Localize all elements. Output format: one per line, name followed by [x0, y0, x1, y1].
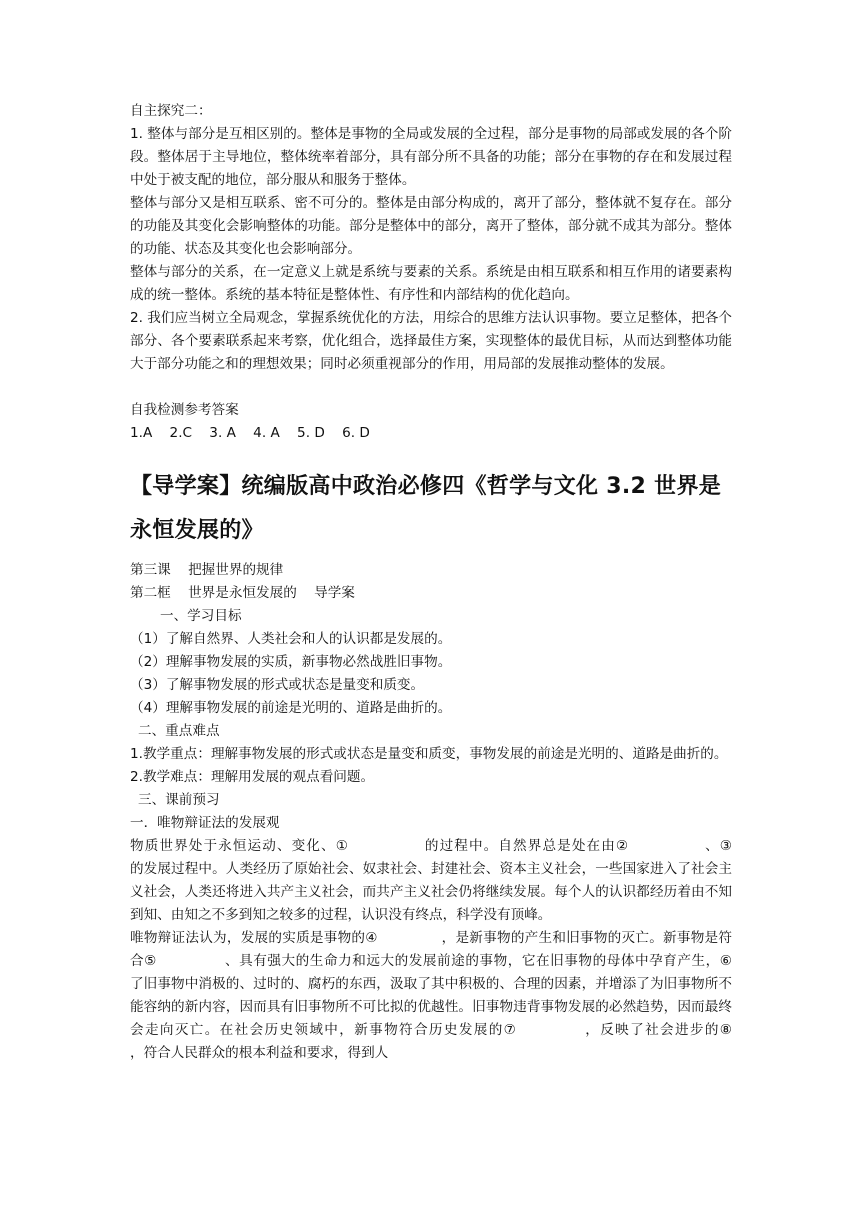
- sub-heading: 一．唯物辩证法的发展观: [130, 815, 280, 831]
- paragraph: 整体与部分又是相互联系、密不可分的。整体是由部分构成的，离开了部分，整体就不复存在。部分的功能及其变化会影响整体的功能。部分是整体中的部分，离开了整体，部分就不成其为部分。整体的功能、状态及其变化也会影响部分。: [130, 195, 732, 257]
- goal-item: （2）理解事物发展的实质，新事物必然战胜旧事物。: [130, 654, 452, 670]
- goals-heading: 一、学习目标: [160, 608, 242, 624]
- paragraph: 2. 我们应当树立全局观念，掌握系统优化的方法，用综合的思维方法认识事物。要立足整体，把各个部分、各个要素联系起来考察，优化组合，选择最佳方案，实现整体的最优目标，从而达到整体功能大于部分功能之和的理想效果；同时必须重视部分的作用，用局部的发展推动整体的发展。: [130, 310, 732, 372]
- document-title: 【导学案】统编版高中政治必修四《哲学与文化 3.2 世界是永恒发展的》: [130, 474, 721, 543]
- preview-paragraph: 物质世界处于永恒运动、变化、① 的过程中。自然界总是处在由② 、③ 的发展过程中。人类经历了原始社会、奴隶社会、封建社会、资本主义社会，一些国家进入了社会主义社会，人类还将进入共产主义社会，而共产主义社会仍将继续发展。每个人的认识都经历着由不知到知、由知之不多到知之较多的过程，认识没有终点，科学没有顶峰。: [130, 838, 793, 923]
- answers-heading: 自我检测参考答案: [130, 402, 239, 418]
- section-heading: 自主探究二：: [130, 103, 212, 119]
- key-point: 1.教学重点：理解事物发展的形式或状态是量变和质变，事物发展的前途是光明的、道路是曲折的。: [130, 746, 728, 762]
- answers-line: 1.A 2.C 3. A 4. A 5. D 6. D: [130, 425, 370, 441]
- preview-heading: 三、课前预习: [138, 792, 220, 808]
- goal-item: （4）理解事物发展的前途是光明的、道路是曲折的。: [130, 700, 452, 716]
- paragraph: 1. 整体与部分是互相区别的。整体是事物的全局或发展的全过程，部分是事物的局部或发展的各个阶段。整体居于主导地位，整体统率着部分，具有部分所不具备的功能；部分在事物的存在和发展过程中处于被支配的地位，部分服从和服务于整体。: [130, 126, 732, 188]
- key-point: 2.教学难点：理解用发展的观点看问题。: [130, 769, 375, 785]
- key-heading: 二、重点难点: [138, 723, 220, 739]
- goal-item: （3）了解事物发展的形式或状态是量变和质变。: [130, 677, 425, 693]
- frame-line: 第二框 世界是永恒发展的 导学案: [130, 585, 355, 601]
- goal-item: （1）了解自然界、人类社会和人的认识都是发展的。: [130, 631, 452, 647]
- preview-paragraph: 唯物辩证法认为，发展的实质是事物的④ ，是新事物的产生和旧事物的灭亡。新事物是符合⑤ 、具有强大的生命力和远大的发展前途的事物，它在旧事物的母体中孕育产生，⑥ 了旧事物中消极的、过时的、腐朽的东西，汲取了其中积极的、合理的因素，并增添了为旧事物所不能容纳的新内容，因而具有旧事物所不可比拟的优越性。旧事物违背事物发展的必然趋势，因而最终会走向灭亡。在社会历史领域中，新事物符合历史发展的⑦ ，反映了社会进步的⑧ ，符合人民群众的根本利益和要求，得到人: [130, 930, 793, 1061]
- document-page: [130, 100, 793, 1065]
- spacer: [130, 376, 732, 399]
- course-line: 第三课 把握世界的规律: [130, 562, 284, 578]
- paragraph: 整体与部分的关系，在一定意义上就是系统与要素的关系。系统是由相互联系和相互作用的诸要素构成的统一整体。系统的基本特征是整体性、有序性和内部结构的优化趋向。: [130, 264, 732, 303]
